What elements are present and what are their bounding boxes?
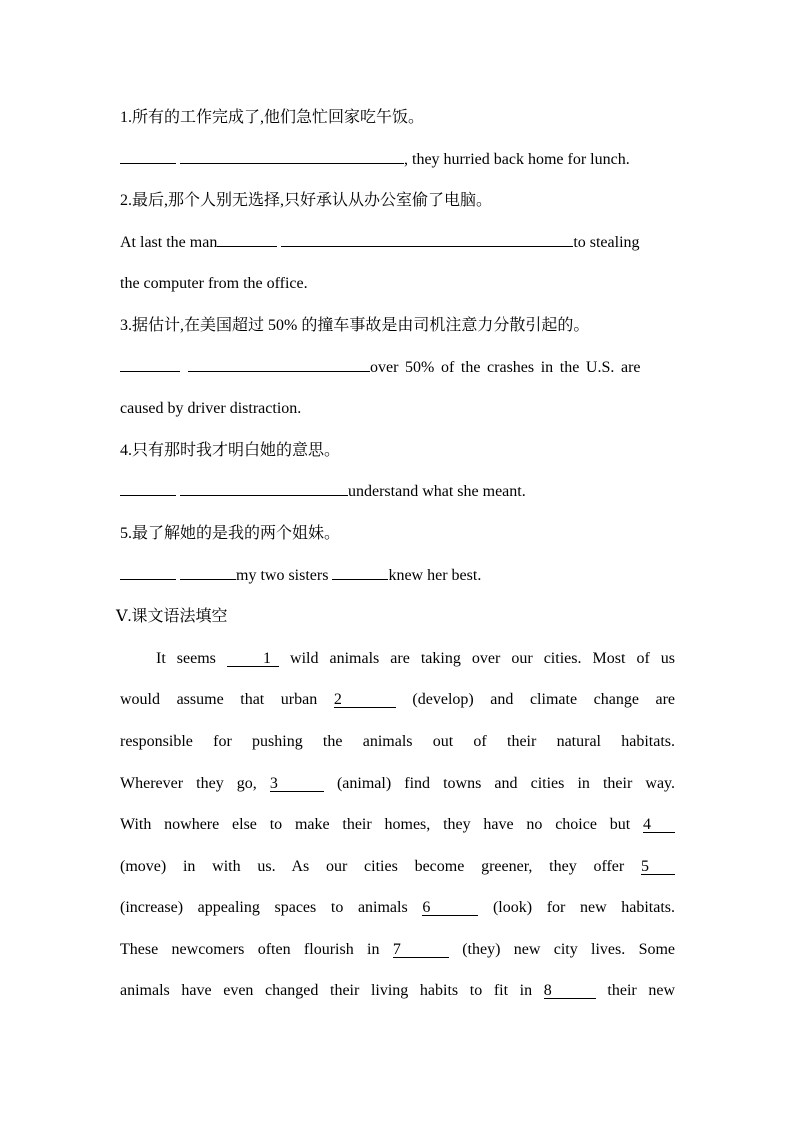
passage-line: (increase) appealing spaces to animals 6 (look) for new habitats.	[120, 899, 676, 917]
answer-blank[interactable]	[332, 565, 388, 580]
blank-1[interactable]: 1	[227, 651, 279, 667]
passage-line: These newcomers often flourish in 7 (they) new city lives. Some	[120, 940, 676, 958]
q5-answer-tail: knew her best.	[388, 566, 482, 584]
q3-answer-tail: over 50% of the crashes in the U.S. are	[370, 358, 641, 376]
q4-prompt: 4.只有那时我才明白她的意思。	[120, 441, 341, 459]
q4-answer-line	[120, 471, 675, 513]
answer-blank[interactable]	[120, 357, 180, 372]
q2-answer-cont: the computer from the office.	[120, 275, 308, 293]
blank-2[interactable]: 2	[334, 692, 396, 708]
q3-prompt: 3.据估计,在美国超过 50% 的撞车事故是由司机注意力分散引起的。	[120, 316, 590, 334]
passage-line: responsible for pushing the animals out of their natural habitats.	[120, 732, 675, 750]
answer-blank[interactable]	[217, 232, 277, 247]
passage-line: With nowhere else to make their homes, they have no choice but 4	[120, 804, 675, 846]
passage-line: would assume that urban 2 (develop) and climate change are	[120, 691, 676, 709]
q5-answer-mid: my two sisters	[236, 566, 329, 584]
q3-answer-cont: caused by driver distraction.	[120, 400, 302, 418]
passage-line: (move) in with us. As our cities become greener, they offer 5	[120, 846, 675, 888]
passage-line: Wherever they go, 3 (animal) find towns and cities in their way.	[120, 774, 676, 792]
answer-blank[interactable]	[120, 565, 176, 580]
blank-7[interactable]: 7	[393, 942, 449, 958]
q2-answer-line	[120, 222, 675, 264]
q1-answer-tail: , they hurried back home for lunch.	[404, 150, 630, 168]
answer-blank[interactable]	[120, 481, 176, 496]
passage-line: It seems 1 wild animals are taking over our cities. Most of us	[156, 649, 676, 667]
blank-6[interactable]: 6	[422, 900, 478, 916]
q5-answer-line	[120, 555, 675, 597]
q1-prompt: 1.所有的工作完成了,他们急忙回家吃午饭。	[120, 109, 425, 126]
answer-blank[interactable]	[120, 149, 176, 164]
q2-prompt: 2.最后,那个人别无选择,只好承认从办公室偷了电脑。	[120, 192, 493, 210]
answer-blank[interactable]	[281, 232, 573, 247]
answer-blank[interactable]	[180, 481, 348, 496]
q2-answer-head: At last the man	[120, 233, 218, 251]
answer-blank[interactable]	[180, 149, 404, 164]
blank-3[interactable]: 3	[270, 776, 324, 792]
section-heading: Ⅴ.课文语法填空	[116, 608, 228, 626]
worksheet-page	[116, 97, 676, 1012]
q2-answer-tail: to stealing	[573, 233, 640, 251]
blank-4[interactable]: 4	[643, 817, 675, 833]
answer-blank[interactable]	[180, 565, 236, 580]
q4-answer-tail: understand what she meant.	[348, 483, 526, 501]
answer-blank[interactable]	[188, 357, 370, 372]
blank-8[interactable]: 8	[544, 983, 596, 999]
q5-prompt: 5.最了解她的是我的两个姐妹。	[120, 524, 341, 542]
passage-line: animals have even changed their living habits to fit in 8 their new	[120, 982, 676, 1000]
blank-5[interactable]: 5	[641, 859, 675, 875]
q3-answer-line	[120, 347, 675, 389]
q1-answer-line	[120, 139, 675, 181]
